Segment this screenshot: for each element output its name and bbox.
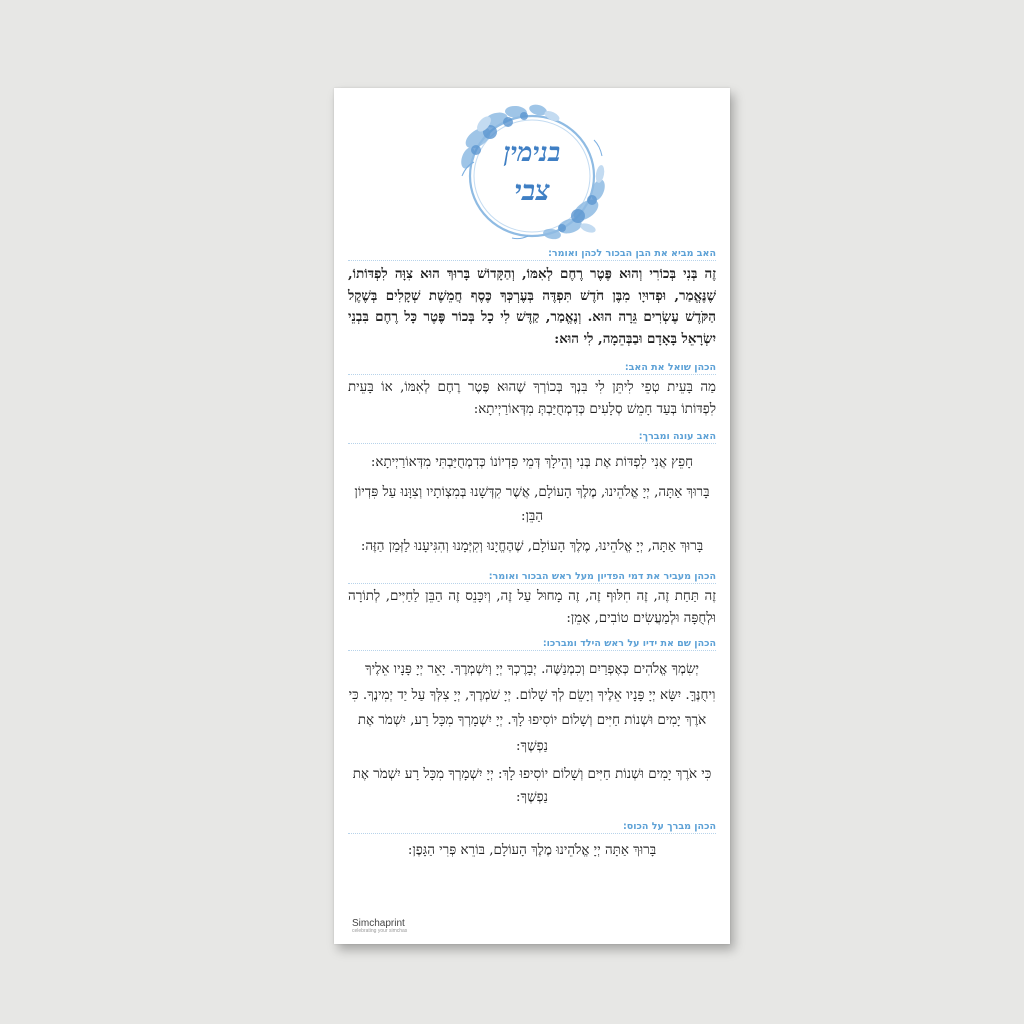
ceremony-text — [348, 248, 716, 862]
wreath-icon — [452, 98, 612, 248]
section-heading: הכהן שואל את האב: — [348, 362, 716, 375]
floral-wreath — [452, 98, 612, 248]
section-paragraph: זֶה תַּחַת זֶה, זֶה חִלּוּף זֶה, זֶה מָחוּל עַל זֶה, וְיִכָּנֵס זֶה הַבֵּן לַחַיִּים, לְתוֹרָה וּלְחֻפָּה וּלְמַעֲשִׂים טוֹבִים, אָמֵן: — [348, 589, 716, 626]
child-name-second: צבי — [514, 174, 550, 207]
section-paragraph: חָפֵץ אֲנִי לִפְדּוֹת אֶת בְּנִי וְהֵילָךְ דְּמֵי פִדְיוֹנוֹ כְּדִמְחֻיַּבְתִּי מִדְּאוֹרַיְיתָא: — [370, 455, 694, 470]
brand-logo — [352, 918, 407, 934]
section-heading: האב מביא את הבן הבכור לכהן ואומר: — [348, 248, 716, 261]
section-paragraph: בָּרוּךְ אַתָּה יְיָ אֱלֹהֵינוּ מֶלֶךְ הָעוֹלָם, בּוֹרֵא פְּרִי הַגָּפֶן: — [407, 843, 657, 858]
section-paragraph: בָּרוּךְ אַתָּה, יְיָ אֱלֹהֵינוּ, מֶלֶךְ הָעוֹלָם, שֶׁהֶחֱיָנוּ וְקִיְּמָנוּ וְהִגִּיעָנוּ לַזְּמַן הַזֶּה: — [360, 539, 704, 554]
pidyon-haben-card — [334, 88, 730, 944]
section-paragraph: זֶה בְּנִי בְּכוֹרִי וְהוּא פֶּטֶר רֶחֶם לְאִמּוֹ, וְהַקָּדוֹשׁ בָּרוּךְ הוּא צִוָּה לִפְדּוֹתוֹ, שֶׁנֶּאֱמַר, וּפְדוּיָו מִבֶּן חֹדֶשׁ תִּפְדֶּה בְּעֶרְכְּךָ כֶּסֶף חֲמֵשֶׁת שְׁקָלִים בְּשֶׁקֶל הַקֹּדֶשׁ עֶשְׂרִים גֵּרָה הוּא. וְנֶאֱמַר, קַדֶּשׁ לִי כָל בְּכוֹר פֶּטֶר כָּל רֶחֶם בִּבְנֵי יִשְׂרָאֵל בָּאָדָם וּבַבְּהֵמָה, לִי הוּא: — [348, 266, 716, 347]
section-paragraph: כִּי אֹרֶךְ יָמִים וּשְׁנוֹת חַיִּים וְשָׁלוֹם יוֹסִיפוּ לָךְ: יְיָ יִשְׁמָרְךָ מִכָּל רָע יִשְׁמֹר אֶת נַפְשֶׁךָ: — [352, 767, 712, 805]
brand-name: Simchaprint — [352, 918, 405, 929]
section-heading: הכהן מעביר את דמי הפדיון מעל ראש הבכור ואומר: — [348, 571, 716, 584]
section-heading: הכהן שם את ידיו על ראש הילד ומברכו: — [348, 638, 716, 651]
section-heading: האב עונה ומברך: — [348, 431, 716, 444]
child-name-first: בנימין — [503, 138, 561, 168]
section-paragraph: מַה בָּעֵית טְפֵי לִיתֵּן לִי בִּנְךָ בְּכוֹרְךָ שֶׁהוּא פֶּטֶר רֶחֶם לְאִמּוֹ, אוֹ בָּעֵית לִפְדּוֹתוֹ בְּעַד חָמֵשׁ סְלָעִים כְּדִמְחֻיַּבְתְּ מִדְּאוֹרַיְיתָא: — [348, 380, 716, 417]
section-heading: הכהן מברך על הכוס: — [348, 821, 716, 834]
section-paragraph: יְשִׂמְךָ אֱלֹהִים כְּאֶפְרַיִם וְכִמְנַשֶּׁה. יְבָרֶכְךָ יְיָ וְיִשְׁמְרֶךָ. יָאֵר יְיָ פָּנָיו אֵלֶיךָ וִיחֻנֶּךָּ. יִשָּׂא יְיָ פָּנָיו אֵלֶיךָ וְיָשֵׂם לְךָ שָׁלוֹם. יְיָ שֹׁמְרֶךָ, יְיָ צִלְּךָ עַל יַד יְמִינֶךָ. כִּי אֹרֶךְ יָמִים וּשְׁנוֹת חַיִּים וְשָׁלוֹם יוֹסִיפוּ לָךְ. יְיָ יִשְׁמָרְךָ מִכָּל רָע, יִשְׁמֹר אֶת נַפְשֶׁךָ: — [348, 662, 716, 754]
brand-tagline: celebrating your simchas — [352, 928, 408, 934]
section-paragraph: בָּרוּךְ אַתָּה, יְיָ אֱלֹהֵינוּ, מֶלֶךְ הָעוֹלָם, אֲשֶׁר קִדְּשָׁנוּ בְּמִצְוֹתָיו וְצִוָּנוּ עַל פִּדְיוֹן הַבֵּן: — [354, 485, 710, 524]
